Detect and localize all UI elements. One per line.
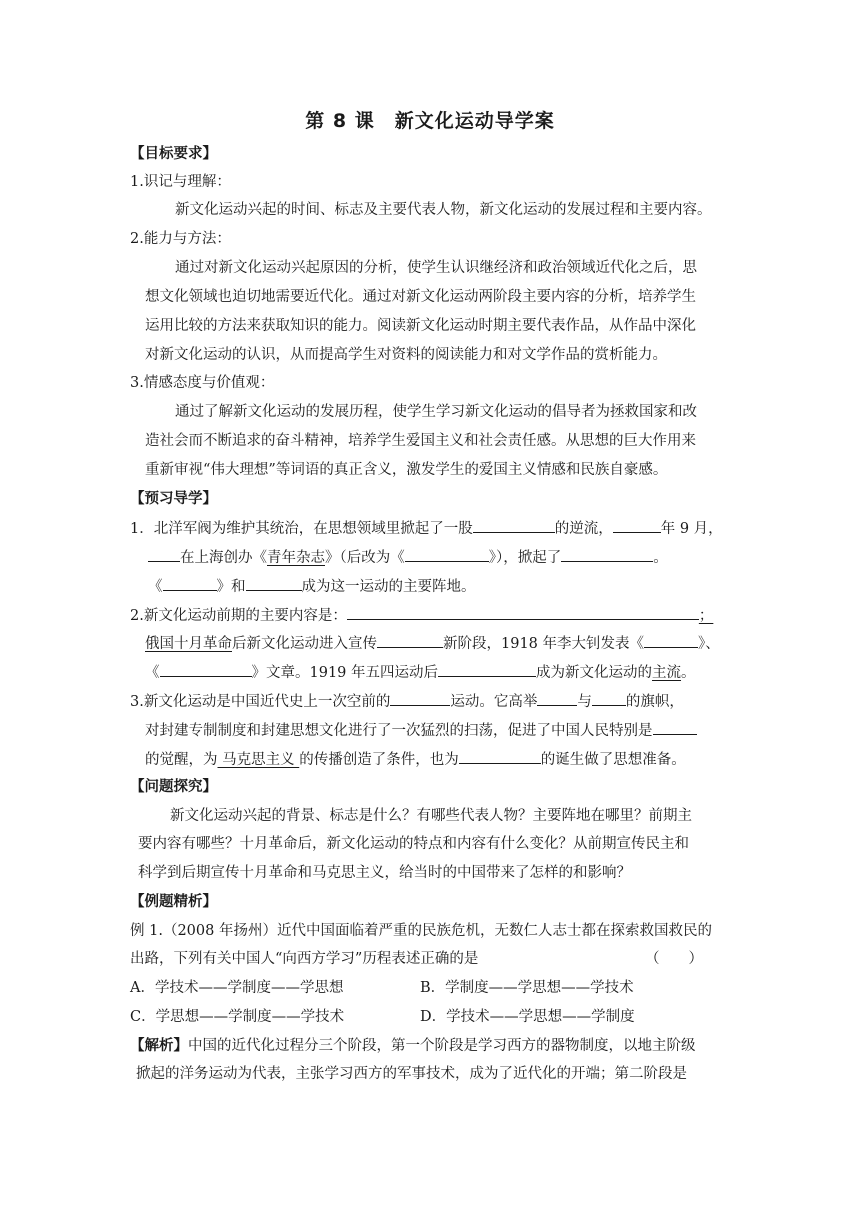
section-heading-preview: 【预习导学】 <box>130 491 217 507</box>
underlined-term: 马克思主义 <box>217 752 300 768</box>
question-3-line-2 <box>145 719 697 741</box>
option-c: C．学思想——学制度——学技术 <box>130 1009 345 1025</box>
question-text: 的旗帜， <box>625 694 684 710</box>
goal-2-line: 想文化领域也迫切地需要近代化。通过对新文化运动两阶段主要内容的分析，培养学生 <box>145 289 696 305</box>
fill-blank[interactable] <box>592 690 626 706</box>
question-text: 年 9 月， <box>660 521 723 537</box>
question-text: 》），掀起了 <box>488 550 562 566</box>
question-2-line-1 <box>130 604 713 626</box>
question-text: 》（后改为《 <box>325 550 405 566</box>
question-text: 3.新文化运动是中国近代史上一次空前的 <box>130 694 391 710</box>
inquiry-line: 要内容有哪些？十月革命后，新文化运动的特点和内容有什么变化？从前期宣传民主和 <box>138 836 689 852</box>
magazine-title: 青年杂志 <box>267 550 325 566</box>
analysis-text: 中国的近代化过程分三个阶段，第一个阶段是学习西方的器物制度，以地主阶级 <box>188 1038 696 1054</box>
fill-blank[interactable] <box>377 632 443 648</box>
inquiry-line: 新文化运动兴起的背景、标志是什么？有哪些代表人物？主要阵地在哪里？前期主 <box>170 808 692 824</box>
goal-2-line: 通过对新文化运动兴起原因的分析，使学生认识继经济和政治领域近代化之后，思 <box>175 260 697 276</box>
question-text: 的诞生做了思想准备。 <box>540 752 686 768</box>
fill-blank[interactable] <box>561 546 653 562</box>
question-text: 新阶段，1918 年李大钊发表《 <box>443 636 645 652</box>
section-heading-examples: 【例题精析】 <box>130 894 217 910</box>
fill-blank[interactable] <box>537 690 577 706</box>
goal-2-label: 2.能力与方法： <box>130 231 231 247</box>
fill-blank[interactable] <box>438 661 536 677</box>
question-text: 1．北洋军阀为维护其统治，在思想领域里掀起了一股 <box>130 521 473 537</box>
question-text: 成为这一运动的主要阵地。 <box>301 579 476 595</box>
analysis-line-1 <box>130 1036 696 1056</box>
goal-3-line: 造社会而不断追求的奋斗精神，培养学生爱国主义和社会责任感。从思想的巨大作用来 <box>145 433 696 449</box>
goal-3-label: 3.情感态度与价值观： <box>130 375 275 391</box>
goal-2-line: 对新文化运动的认识，从而提高学生对资料的阅读能力和对文学作品的赏析能力。 <box>145 347 667 363</box>
question-2-line-2 <box>145 632 720 654</box>
question-1-line-2 <box>148 546 668 568</box>
fill-blank[interactable] <box>644 632 698 648</box>
underlined-term: 俄国十月革命 <box>145 636 232 652</box>
underlined-term: 主流 <box>652 665 682 681</box>
fill-blank[interactable] <box>613 517 661 533</box>
analysis-line-2: 掀起的洋务运动为代表，主张学习西方的军事技术，成为了近代化的开端；第二阶段是 <box>136 1066 687 1082</box>
question-1-line-1 <box>130 517 723 539</box>
question-text: 的逆流， <box>554 521 613 537</box>
question-text: 与 <box>577 694 592 710</box>
goal-1-text: 新文化运动兴起的时间、标志及主要代表人物，新文化运动的发展过程和主要内容。 <box>175 202 712 218</box>
question-text: 后新文化运动进入宣传 <box>232 636 377 652</box>
question-3-line-1 <box>130 690 684 712</box>
question-text: ； <box>698 608 714 624</box>
option-d: D．学技术——学思想——学制度 <box>420 1009 635 1025</box>
option-b: B．学制度——学思想——学技术 <box>420 980 634 996</box>
fill-blank[interactable] <box>148 546 180 562</box>
question-text: 》、 <box>698 636 720 652</box>
analysis-label: 【解析】 <box>130 1038 188 1054</box>
question-text: 运动。它高举 <box>450 694 538 710</box>
example-question-line: 出路，下列有关中国人“向西方学习”历程表述正确的是 <box>130 951 479 967</box>
question-2-line-3 <box>145 661 696 683</box>
fill-blank[interactable] <box>246 575 302 591</box>
question-text: 《 <box>148 579 163 595</box>
question-text: 的觉醒，为 <box>145 752 218 768</box>
fill-blank[interactable] <box>160 661 252 677</box>
section-heading-goals: 【目标要求】 <box>130 146 217 162</box>
inquiry-line: 科学到后期宣传十月革命和马克思主义，给当时的中国带来了怎样的和影响？ <box>138 865 631 881</box>
question-text: 对封建专制制度和封建思想文化进行了一次猛烈的扫荡，促进了中国人民特别是 <box>145 723 653 739</box>
goal-3-line: 重新审视“伟大理想”等词语的真正含义，激发学生的爱国主义情感和民族自豪感。 <box>145 462 668 478</box>
goal-3-line: 通过了解新文化运动的发展历程，使学生学习新文化运动的倡导者为拯救国家和改 <box>175 404 697 420</box>
question-text: 》和 <box>216 579 246 595</box>
question-3-line-3 <box>145 748 686 770</box>
question-text: 在上海创办《 <box>180 550 267 566</box>
fill-blank[interactable] <box>390 690 450 706</box>
fill-blank[interactable] <box>459 748 541 764</box>
fill-blank[interactable] <box>653 719 697 735</box>
option-a: A．学技术——学制度——学思想 <box>130 980 344 996</box>
question-text: 。 <box>653 550 668 566</box>
fill-blank[interactable] <box>473 517 555 533</box>
question-text: 》文章。1919 年五四运动后 <box>251 665 439 681</box>
goal-2-line: 运用比较的方法来获取知识的能力。阅读新文化运动时期主要代表作品，从作品中深化 <box>145 318 696 334</box>
fill-blank[interactable] <box>163 575 217 591</box>
question-1-line-3 <box>148 575 476 597</box>
fill-blank[interactable] <box>347 604 699 620</box>
section-heading-inquiry: 【问题探究】 <box>130 779 217 795</box>
fill-blank[interactable] <box>405 546 489 562</box>
question-text: 《 <box>145 665 160 681</box>
question-text: 。 <box>681 665 696 681</box>
goal-1-label: 1.识记与理解： <box>130 174 231 190</box>
example-question-line: 例 1.（2008 年扬州）近代中国面临着严重的民族危机，无数仁人志士都在探索救国救民的 <box>130 923 712 939</box>
page-title: 第 8 课 新文化运动导学案 <box>305 110 555 132</box>
question-text: 2.新文化运动前期的主要内容是： <box>130 608 347 624</box>
question-text: 的传播创造了条件，也为 <box>299 752 459 768</box>
answer-paren: （ ） <box>645 951 703 967</box>
question-text: 成为新文化运动的 <box>536 665 653 681</box>
